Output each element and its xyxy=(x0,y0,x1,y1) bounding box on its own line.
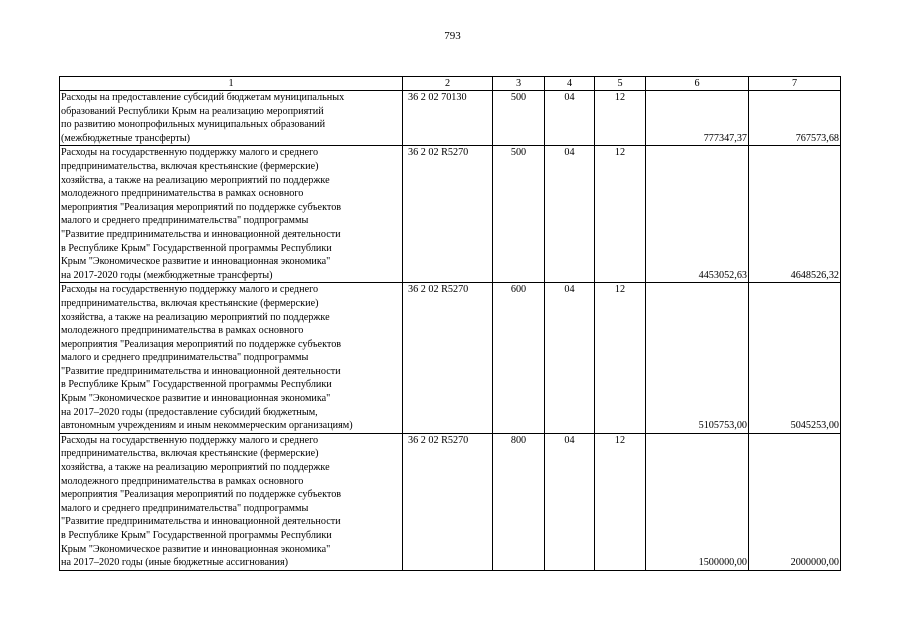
amount-year-2: 2000000,00 xyxy=(749,433,841,570)
budget-classification-code: 36 2 02 R5270 xyxy=(403,433,493,570)
column-header: 7 xyxy=(749,77,841,91)
table-header-row xyxy=(60,77,841,91)
expense-type-code: 800 xyxy=(493,433,545,570)
section-code: 04 xyxy=(545,146,595,283)
expense-description xyxy=(60,146,403,283)
table-row xyxy=(60,433,841,570)
description-line: мероприятия "Реализация мероприятий по поддержке субъектов xyxy=(61,338,342,350)
description-line: Крым "Экономическое развитие и инновационная экономика" xyxy=(61,256,331,268)
budget-table xyxy=(59,76,841,571)
description-line: "Развитие предпринимательства и инновационной деятельности xyxy=(61,228,341,240)
description-line: на 2017–2020 годы (иные бюджетные ассигнования) xyxy=(61,557,289,569)
description-line: хозяйства, а также на реализацию мероприятий по поддержке xyxy=(61,462,330,474)
budget-classification-code: 36 2 02 R5270 xyxy=(403,283,493,434)
description-line: хозяйства, а также на реализацию мероприятий по поддержке xyxy=(61,311,330,323)
description-line: хозяйства, а также на реализацию мероприятий по поддержке xyxy=(61,174,330,186)
table-row xyxy=(60,91,841,146)
column-header: 3 xyxy=(493,77,545,91)
description-line: "Развитие предпринимательства и инновационной деятельности xyxy=(61,516,341,528)
description-line: малого и среднего предпринимательства" подпрограммы xyxy=(61,352,309,364)
description-line: (межбюджетные трансферты) xyxy=(61,132,191,144)
description-line: "Развитие предпринимательства и инновационной деятельности xyxy=(61,365,341,377)
budget-classification-code: 36 2 02 R5270 xyxy=(403,146,493,283)
description-line: предпринимательства, включая крестьянские (фермерские) xyxy=(61,448,319,460)
description-line: в Республике Крым" Государственной программы Республики xyxy=(61,242,332,254)
description-line: Крым "Экономическое развитие и инновационная экономика" xyxy=(61,393,331,405)
column-header: 5 xyxy=(595,77,646,91)
amount-year-2: 5045253,00 xyxy=(749,283,841,434)
table-row xyxy=(60,283,841,434)
description-line: мероприятия "Реализация мероприятий по поддержке субъектов xyxy=(61,201,342,213)
amount-year-2: 4648526,32 xyxy=(749,146,841,283)
page-number: 793 xyxy=(444,30,461,42)
description-line: Расходы на государственную поддержку малого и среднего xyxy=(61,284,319,296)
table-row xyxy=(60,146,841,283)
subsection-code: 12 xyxy=(595,91,646,146)
column-header: 1 xyxy=(60,77,403,91)
description-line: образований Республики Крым на реализацию мероприятий xyxy=(61,105,324,117)
expense-description xyxy=(60,283,403,434)
budget-classification-code: 36 2 02 70130 xyxy=(403,91,493,146)
amount-year-1: 5105753,00 xyxy=(646,283,749,434)
description-line: на 2017-2020 годы (межбюджетные трансферты) xyxy=(61,269,273,281)
description-line: предпринимательства, включая крестьянские (фермерские) xyxy=(61,297,319,309)
description-line: автономным учреждениям и иным некоммерческим организациям) xyxy=(61,420,353,432)
column-header: 6 xyxy=(646,77,749,91)
description-line: молодежного предпринимательства в рамках основного xyxy=(61,325,304,337)
description-line: молодежного предпринимательства в рамках основного xyxy=(61,188,304,200)
description-line: Крым "Экономическое развитие и инновационная экономика" xyxy=(61,543,331,555)
column-header: 2 xyxy=(403,77,493,91)
expense-type-code: 600 xyxy=(493,283,545,434)
section-code: 04 xyxy=(545,91,595,146)
expense-type-code: 500 xyxy=(493,91,545,146)
column-header: 4 xyxy=(545,77,595,91)
description-line: малого и среднего предпринимательства" подпрограммы xyxy=(61,215,309,227)
expense-description xyxy=(60,433,403,570)
subsection-code: 12 xyxy=(595,146,646,283)
amount-year-1: 1500000,00 xyxy=(646,433,749,570)
description-line: по развитию монопрофильных муниципальных образований xyxy=(61,119,326,131)
description-line: Расходы на государственную поддержку малого и среднего xyxy=(61,434,319,446)
amount-year-1: 777347,37 xyxy=(646,91,749,146)
section-code: 04 xyxy=(545,433,595,570)
description-line: мероприятия "Реализация мероприятий по поддержке субъектов xyxy=(61,489,342,501)
expense-description xyxy=(60,91,403,146)
description-line: в Республике Крым" Государственной программы Республики xyxy=(61,379,332,391)
description-line: на 2017–2020 годы (предоставление субсидий бюджетным, xyxy=(61,406,318,418)
section-code: 04 xyxy=(545,283,595,434)
amount-year-1: 4453052,63 xyxy=(646,146,749,283)
subsection-code: 12 xyxy=(595,283,646,434)
description-line: Расходы на государственную поддержку малого и среднего xyxy=(61,147,319,159)
description-line: малого и среднего предпринимательства" подпрограммы xyxy=(61,502,309,514)
description-line: молодежного предпринимательства в рамках основного xyxy=(61,475,304,487)
description-line: Расходы на предоставление субсидий бюджетам муниципальных xyxy=(61,92,345,103)
description-line: предпринимательства, включая крестьянские (фермерские) xyxy=(61,160,319,172)
subsection-code: 12 xyxy=(595,433,646,570)
amount-year-2: 767573,68 xyxy=(749,91,841,146)
expense-type-code: 500 xyxy=(493,146,545,283)
description-line: в Республике Крым" Государственной программы Республики xyxy=(61,530,332,541)
